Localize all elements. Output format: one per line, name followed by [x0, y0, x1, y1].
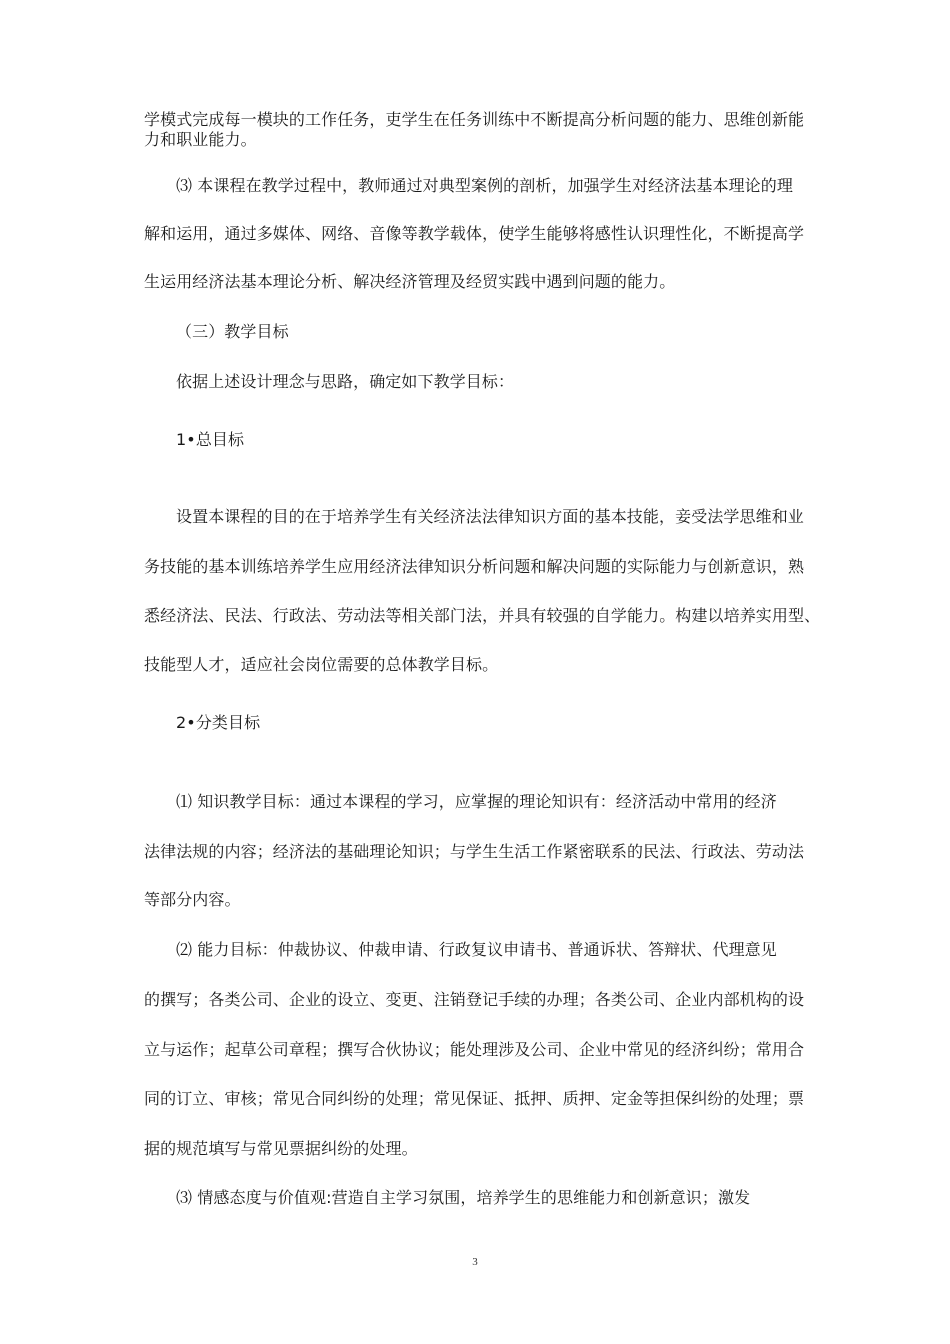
- subsection-heading: 1•总目标: [176, 430, 245, 449]
- paragraph-line: 法律法规的内容；经济法的基础理论知识；与学生生活工作紧密联系的民法、行政法、劳动法: [144, 842, 805, 861]
- page-number: 3: [472, 1256, 478, 1268]
- paragraph-line: 依据上述设计理念与思路，确定如下教学目标：: [176, 372, 515, 391]
- paragraph-line: 生运用经济法基本理论分析、解决经济管理及经贸实践中遇到问题的能力。: [144, 272, 676, 291]
- paragraph-line: ⑴ 知识教学目标：通过本课程的学习，应掌握的理论知识有：经济活动中常用的经济: [176, 792, 777, 811]
- paragraph-line: ⑵ 能力目标：仲裁协议、仲裁申请、行政复议申请书、普通诉状、答辩状、代理意见: [176, 940, 777, 959]
- paragraph-line: 的撰写；各类公司、企业的设立、变更、注销登记手续的办理；各类公司、企业内部机构的设: [144, 990, 805, 1009]
- paragraph-line: 务技能的基本训练培养学生应用经济法律知识分析问题和解决问题的实际能力与创新意识，熟: [144, 557, 805, 576]
- subsection-heading: 2•分类目标: [176, 713, 261, 732]
- section-heading: （三）教学目标: [176, 322, 289, 341]
- paragraph-line: ⑶ 本课程在教学过程中，教师通过对典型案例的剖析，加强学生对经济法基本理论的理: [176, 176, 793, 195]
- paragraph-line: 设置本课程的目的在于培养学生有关经济法法律知识方面的基本技能，妾受法学思维和业: [176, 507, 804, 526]
- paragraph-line: ⑶ 情感态度与价值观:营造自主学习氛围，培养学生的思维能力和创新意识；激发: [176, 1188, 751, 1207]
- paragraph-line: 力和职业能力。: [144, 130, 257, 149]
- paragraph-line: 悉经济法、民法、行政法、劳动法等相关部门法，并具有较强的自学能力。构建以培养实用型、: [144, 606, 821, 625]
- paragraph-line: 技能型人才，适应社会岗位需要的总体教学目标。: [144, 655, 499, 674]
- paragraph-line: 学模式完成每一模块的工作任务，吏学生在任务训练中不断提高分析问题的能力、思维创新能: [144, 110, 805, 129]
- paragraph-line: 等部分内容。: [144, 890, 241, 909]
- paragraph-line: 同的订立、审核；常见合同纠纷的处理；常见保证、抵押、质押、定金等担保纠纷的处理；票: [144, 1089, 805, 1108]
- paragraph-line: 据的规范填写与常见票据纠纷的处理。: [144, 1139, 418, 1158]
- paragraph-line: 立与运作；起草公司章程；撰写合伙协议；能处理涉及公司、企业中常见的经济纠纷；常用合: [144, 1040, 805, 1059]
- paragraph-line: 解和运用，通过多媒体、网络、音像等教学载体，使学生能够将感性认识理性化，不断提高学: [144, 224, 805, 243]
